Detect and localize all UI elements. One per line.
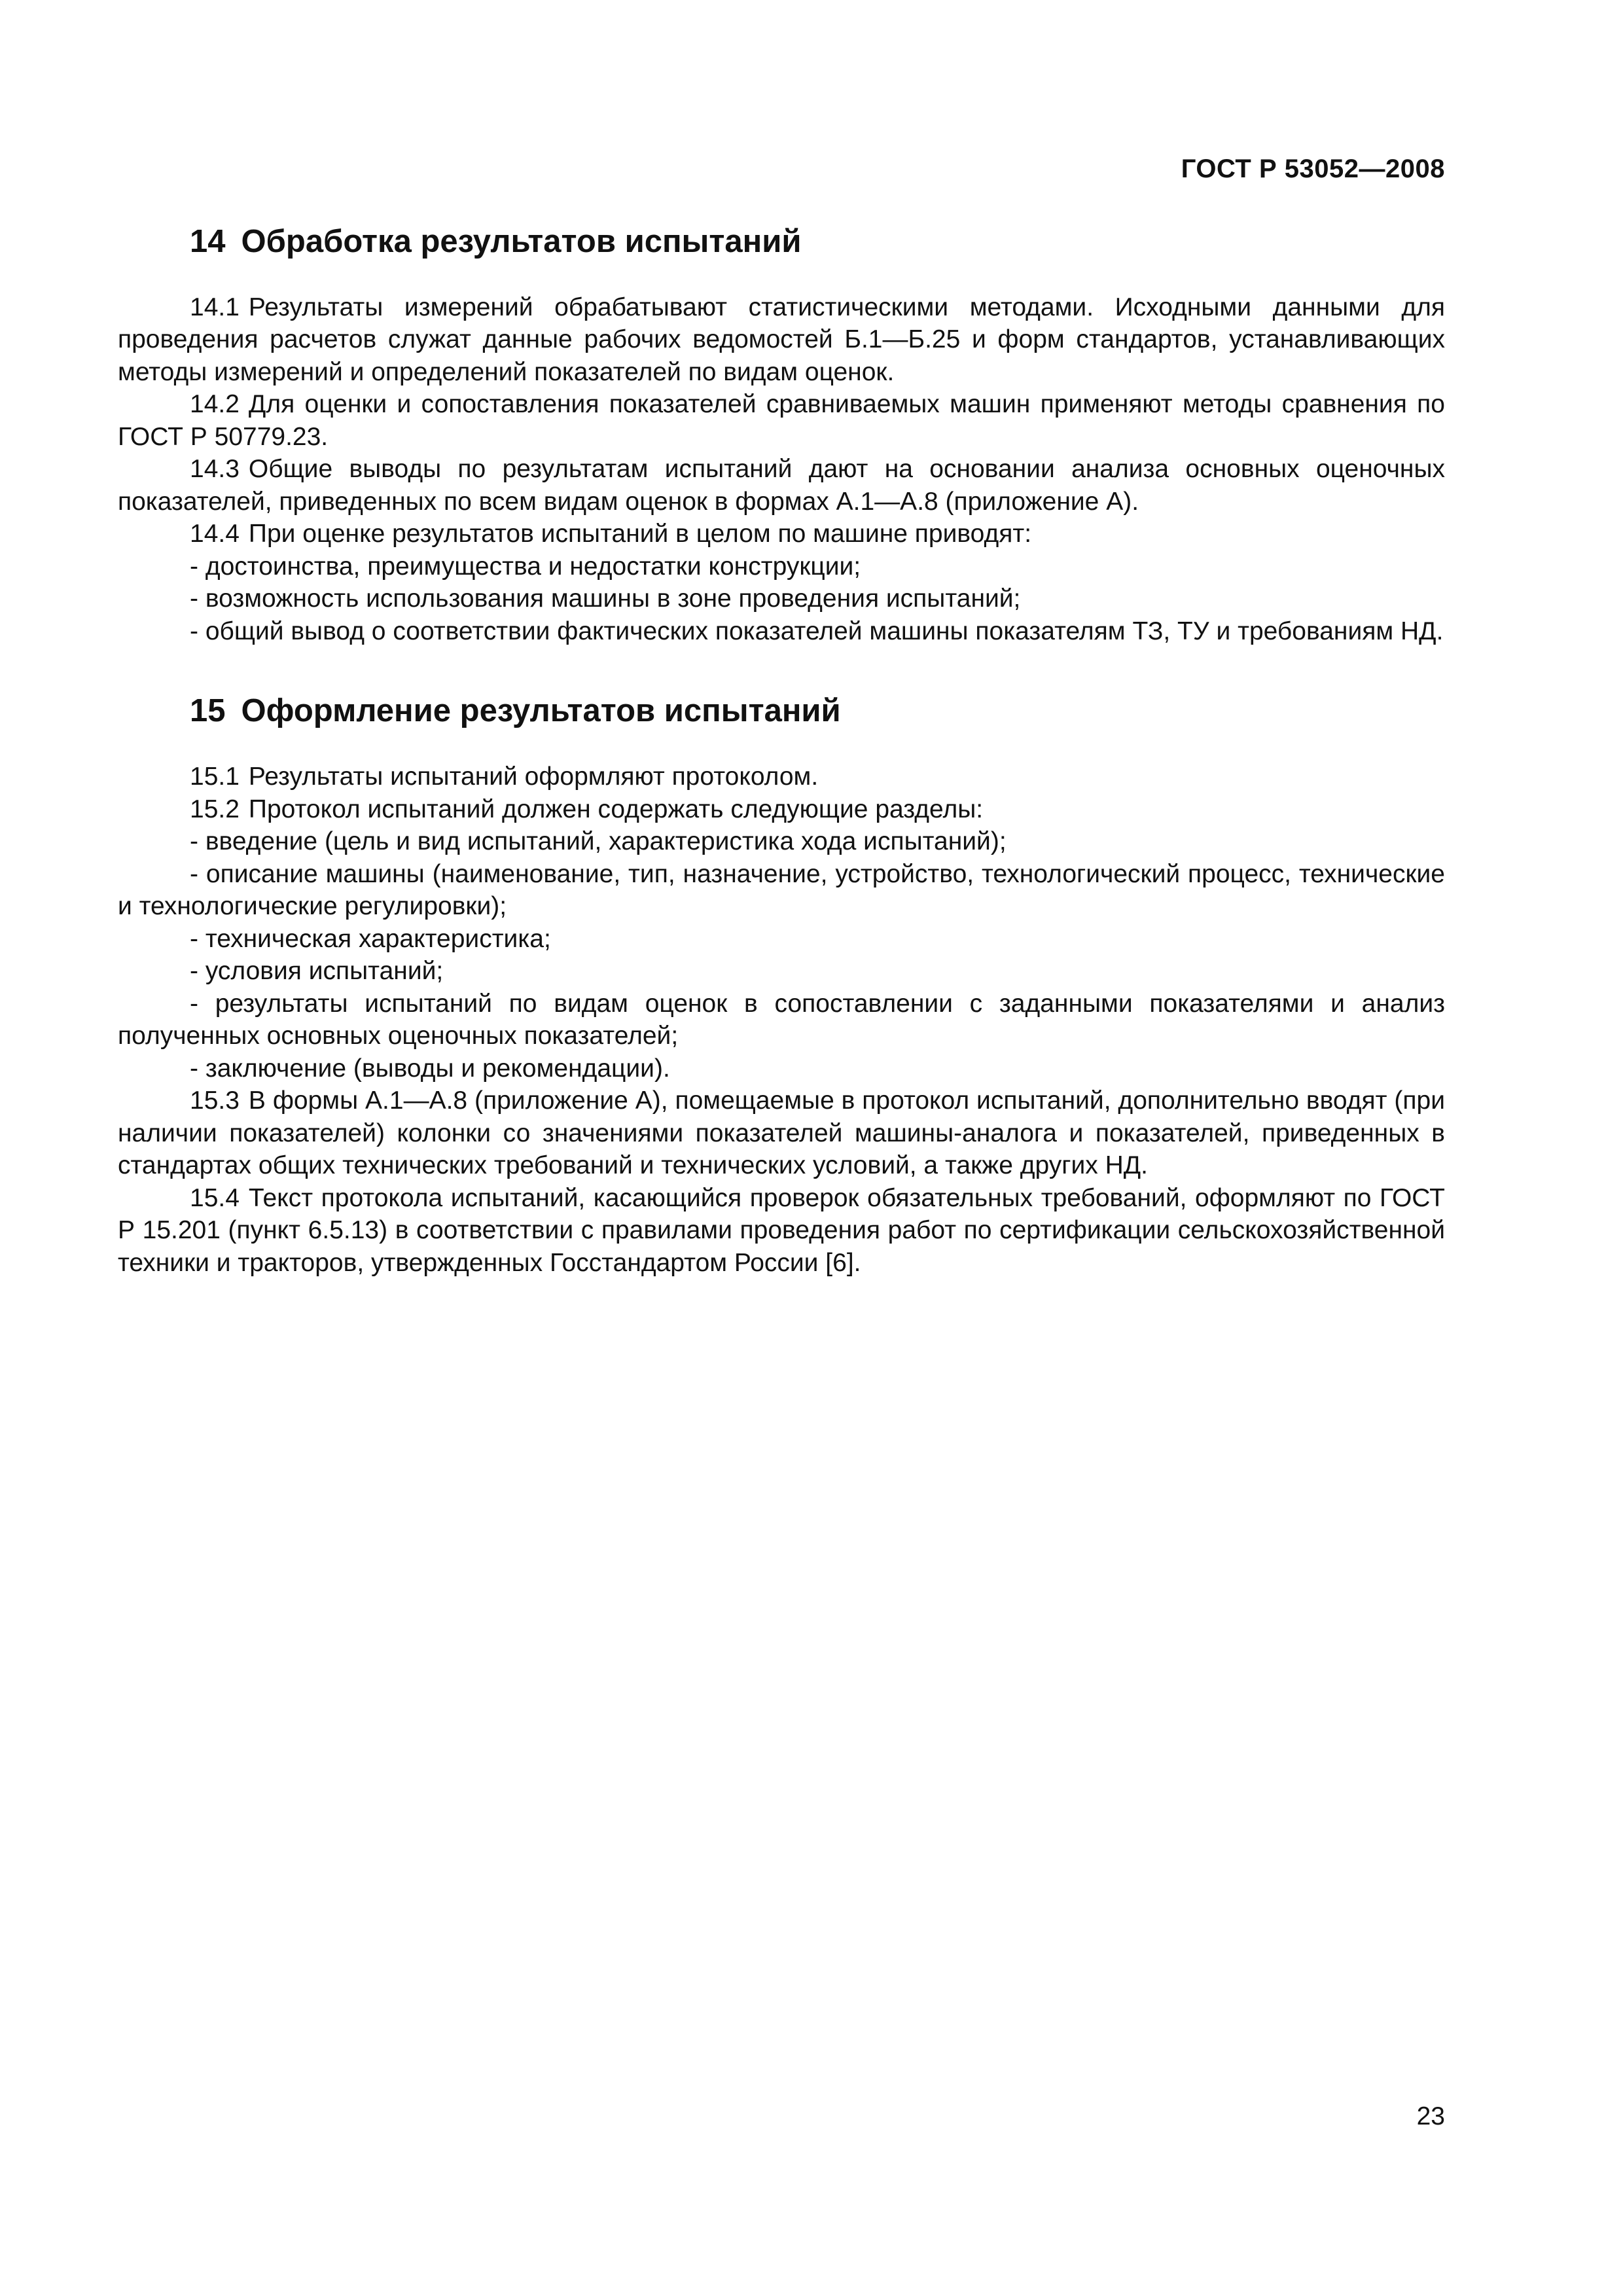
paragraph-14-3 <box>118 453 1445 518</box>
list-item: - заключение (выводы и рекомендации). <box>190 1054 670 1083</box>
list-item: - условия испытаний; <box>190 957 444 986</box>
paragraph-text: Для оценки и сопоставления показателей сравниваемых машин применяют методы сравнения по ГОСТ Р 50779.23. <box>118 390 1445 451</box>
section-15-title <box>190 692 1445 730</box>
page-number: 23 <box>1416 2102 1445 2130</box>
paragraph-number: 14.1 <box>190 293 240 321</box>
paragraph-number: 15.1 <box>190 762 240 791</box>
paragraph-text: При оценке результатов испытаний в целом по машине приводят: <box>248 520 1032 548</box>
section-title-text: Обработка результатов испытаний <box>241 224 802 259</box>
paragraph-number: 14.3 <box>190 455 240 484</box>
standard-designation: ГОСТ Р 53052—2008 <box>1181 154 1445 183</box>
paragraph-text: Протокол испытаний должен содержать следующие разделы: <box>248 795 984 823</box>
paragraph-15-4 <box>118 1182 1445 1280</box>
section-number: 15 <box>190 693 226 729</box>
section-number: 14 <box>190 224 226 259</box>
paragraph-15-3 <box>118 1085 1445 1182</box>
paragraph-number: 14.2 <box>190 390 240 419</box>
paragraph-15-2 <box>118 793 1445 826</box>
document-body <box>118 223 1445 1279</box>
list-item: - результаты испытаний по видам оценок в сопоставлении с заданными показателями и анализ полученных основных оценочных показателей; <box>118 989 1445 1050</box>
paragraph-text: Результаты испытаний оформляют протоколом. <box>248 762 819 791</box>
paragraph-number: 14.4 <box>190 520 240 548</box>
list-item: - возможность использования машины в зоне проведения испытаний; <box>190 584 1021 613</box>
paragraph-14-2 <box>118 388 1445 453</box>
paragraph-number: 15.2 <box>190 795 240 823</box>
paragraph-14-1 <box>118 291 1445 389</box>
paragraph-number: 15.3 <box>190 1086 240 1115</box>
paragraph-number: 15.4 <box>190 1183 240 1212</box>
list-item: - введение (цель и вид испытаний, характеристика хода испытаний); <box>190 827 1007 856</box>
paragraph-14-4 <box>118 518 1445 550</box>
list-item: - техническая характеристика; <box>190 924 551 953</box>
paragraph-text: Текст протокола испытаний, касающийся проверок обязательных требований, оформляют по ГОСТ Р 15.201 (пункт 6.5.13) в соответствии с правилами проведения работ по сертификации сельскохозяйственной техники и тракторов, утвержденных Госстандартом России [6]. <box>118 1183 1445 1277</box>
list-item: - описание машины (наименование, тип, назначение, устройство, технологический процесс, технические и технологические регулировки); <box>118 859 1445 921</box>
paragraph-text: Общие выводы по результатам испытаний дают на основании анализа основных оценочных показателей, приведенных по всем видам оценок в формах А.1—А.8 (приложение А). <box>118 455 1445 516</box>
paragraph-15-1 <box>118 761 1445 793</box>
paragraph-text: В формы А.1—А.8 (приложение А), помещаемые в протокол испытаний, дополнительно вводят (при наличии показателей) колонки со значениями показателей машины-аналога и показателей, приведенных в стандартах общих технических требований и технических условий, а также других НД. <box>118 1086 1445 1180</box>
section-14-title <box>190 223 1445 261</box>
section-title-text: Оформление результатов испытаний <box>241 693 841 729</box>
paragraph-text: Результаты измерений обрабатывают статистическими методами. Исходными данными для проведения расчетов служат данные рабочих ведомостей Б.1—Б.25 и форм стандартов, устанавливающих методы измерений и определений показателей по видам оценок. <box>118 293 1445 386</box>
section-spacer <box>118 647 1445 692</box>
list-item: - достоинства, преимущества и недостатки конструкции; <box>190 552 861 581</box>
list-item: - общий вывод о соответствии фактических показателей машины показателям ТЗ, ТУ и требованиям НД. <box>190 617 1444 645</box>
